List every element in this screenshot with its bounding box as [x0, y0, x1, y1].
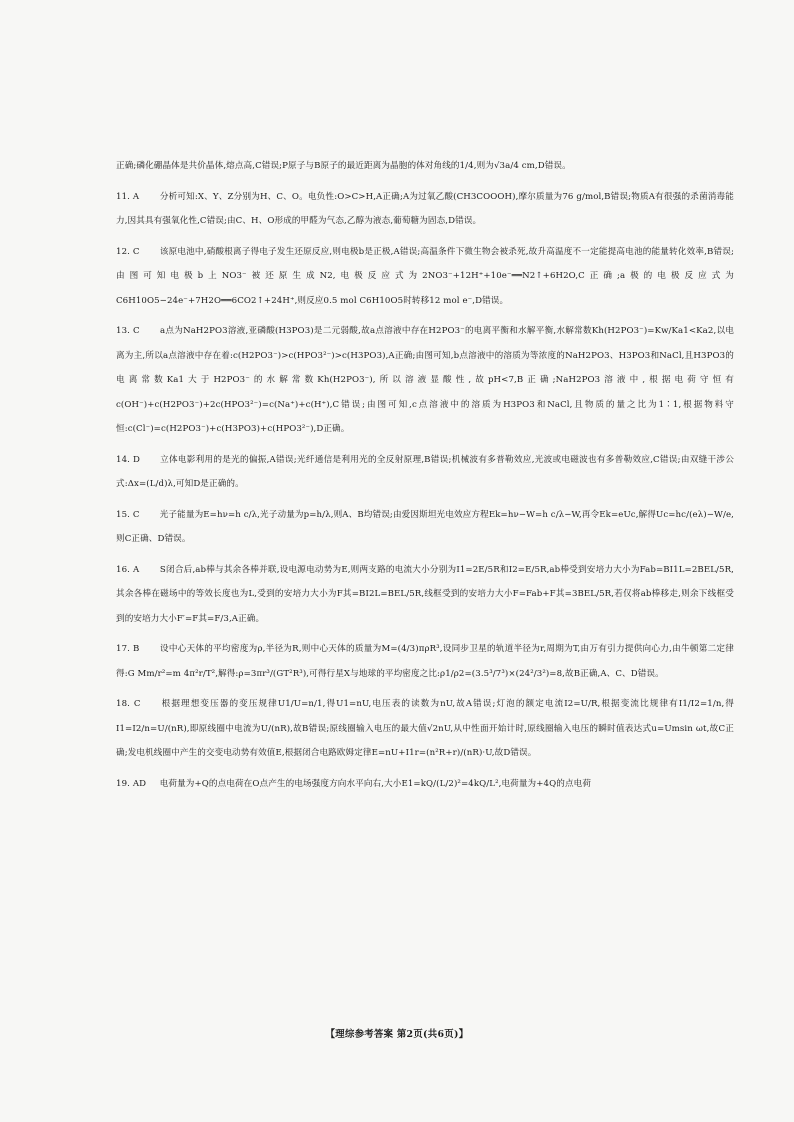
answer-paragraph-10-cont	[116, 154, 734, 179]
answer-text: 光子能量为E=hν=h c/λ,光子动量为p=h/λ,则A、B均错误;由爱因斯坦光电效应方程Ek=hν−W=h c/λ−W,再令Ek=eUc,解得Uc=hc/(eλ)−W/e,则C正确、D错误。	[116, 509, 734, 544]
answer-text: 分析可知:X、Y、Z分别为H、C、O。电负性:O>C>H,A正确;A为过氧乙酸(CH3COOOH),摩尔质量为76 g/mol,B错误;物质A有很强的杀菌消毒能力,因其具有强氧化性,C错误;由C、H、O形成的甲醛为气态,乙醇为液态,葡萄糖为固态,D错误。	[116, 191, 734, 226]
question-number: 19.	[116, 778, 130, 789]
answer-choice: C	[132, 509, 140, 520]
question-number: 18.	[116, 699, 130, 709]
question-number: 13.	[116, 326, 130, 336]
question-number: 11.	[116, 191, 130, 202]
answer-text: S闭合后,ab棒与其余各棒并联,设电源电动势为E,则两支路的电流大小分别为I1=2E/5R和I2=E/5R,ab棒受到安培力大小为Fab=BI1L=2BEL/5R,其余各棒在磁场中的等效长度也为L,受到的安培力大小为F其=BI2L=BEL/5R,线框受到的安培力大小F=Fab+F其=3BEL/5R,若仅将ab棒移走,则余下线框受到的安培力大小F′=F其=F/3,A正确。	[116, 564, 734, 624]
question-number: 15.	[116, 509, 130, 520]
answer-paragraph-15	[116, 503, 734, 552]
answer-paragraph-13	[116, 319, 734, 442]
answer-paragraph-18	[116, 692, 734, 766]
answer-list	[116, 154, 734, 796]
answer-paragraph-17	[116, 637, 734, 686]
answer-choice: C	[133, 326, 140, 336]
answer-choice: C	[133, 699, 141, 709]
answer-choice: D	[133, 454, 141, 465]
answer-choice: AD	[132, 778, 147, 789]
answer-choice: C	[132, 246, 140, 257]
question-number: 14.	[116, 454, 130, 465]
answer-choice: A	[132, 191, 140, 202]
answer-choice: A	[132, 564, 140, 575]
answer-paragraph-11	[116, 185, 734, 234]
question-number: 17.	[116, 644, 130, 654]
answer-text: 电荷量为+Q的点电荷在O点产生的电场强度方向水平向右,大小E1=kQ/(L/2)²=4kQ/L²,电荷量为+4Q的点电荷	[159, 778, 592, 789]
answer-paragraph-19	[116, 772, 734, 797]
answer-paragraph-12	[116, 240, 734, 314]
answer-text: a点为NaH2PO3溶液,亚磷酸(H3PO3)是二元弱酸,故a点溶液中存在H2PO3⁻的电离平衡和水解平衡,水解常数Kh(H2PO3⁻)=Kw/Ka1<Ka2,以电离为主,所以a点溶液中存在着:c(H2PO3⁻)>c(HPO3²⁻)>c(H3PO3),A正确;由图可知,b点溶液中的溶质为等浓度的NaH2PO3、H3PO3和NaCl,且H3PO3的电离常数Ka1大于H2PO3⁻的水解常数Kh(H2PO3⁻),所以溶液显酸性,故pH<7,B正确;NaH2PO3溶液中,根据电荷守恒有c(OH⁻)+c(H2PO3⁻)+2c(HPO3²⁻)=c(Na⁺)+c(H⁺),C错误;由图可知,c点溶液中的溶质为H3PO3和NaCl,且物质的量之比为1∶1,根据物料守恒:c(Cl⁻)=c(H2PO3⁻)+c(H3PO3)+c(HPO3²⁻),D正确。	[116, 326, 734, 434]
answer-choice: B	[133, 644, 140, 654]
answer-text: 设中心天体的平均密度为ρ,半径为R,则中心天体的质量为M=(4/3)πρR³,设同步卫星的轨道半径为r,周期为T,由万有引力提供向心力,由牛顿第二定律得:G Mm/r²=m 4π²r/T²,解得:ρ=3πr³/(GT²R³),可得行星X与地球的平均密度之比:ρ1/ρ2=(3.5³/7³)×(24²/3²)=8,故B正确,A、C、D错误。	[116, 644, 734, 679]
answer-text: 立体电影利用的是光的偏振,A错误;光纤通信是利用光的全反射原理,B错误;机械波有多普勒效应,光波或电磁波也有多普勒效应,C错误;由双缝干涉公式:Δx=(L/d)λ,可知D是正确的。	[116, 454, 734, 489]
answer-text: 该原电池中,硝酸根离子得电子发生还原反应,则电极b是正极,A错误;高温条件下微生物会被杀死,故升高温度不一定能提高电池的能量转化效率,B错误;由图可知电极b上NO3⁻被还原生成N2,电极反应式为2NO3⁻+12H⁺+10e⁻══N2↑+6H2O,C正确;a极的电极反应式为C6H10O5−24e⁻+7H2O══6CO2↑+24H⁺,则反应0.5 mol C6H10O5时转移12 mol e⁻,D错误。	[116, 246, 734, 306]
answer-text: 正确;磷化硼晶体是共价晶体,熔点高,C错误;P原子与B原子的最近距离为晶胞的体对角线的1/4,则为√3a/4 cm,D错误。	[116, 161, 571, 171]
answer-paragraph-14	[116, 448, 734, 497]
answer-paragraph-16	[116, 558, 734, 632]
answer-text: 根据理想变压器的变压规律U1/U=n/1,得U1=nU,电压表的读数为nU,故A错误;灯泡的额定电流I2=U/R,根据变流比规律有I1/I2=1/n,得I1=I2/n=U/(nR),即原线圈中电流为U/(nR),故B错误;原线圈输入电压的最大值√2nU,从中性面开始计时,原线圈输入电压的瞬时值表达式u=Umsin ωt,故C正确;发电机线圈中产生的交变电动势有效值E,根据闭合电路欧姆定律E=nU+I1r=(n²R+r)/(nR)·U,故D错误。	[116, 699, 734, 758]
page-footer: 【理综参考答案 第2页(共6页)】	[325, 1029, 469, 1040]
question-number: 16.	[116, 564, 130, 575]
question-number: 12.	[116, 246, 130, 257]
